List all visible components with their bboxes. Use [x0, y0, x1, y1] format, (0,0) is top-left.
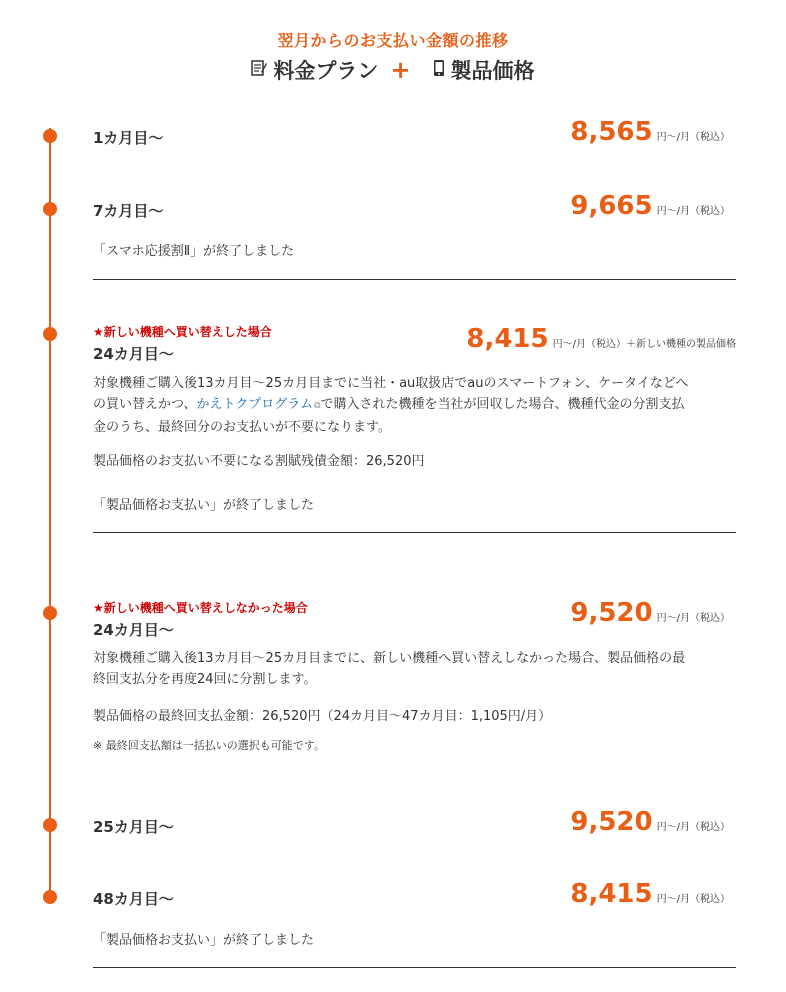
description-line	[93, 394, 688, 417]
row-amount: 製品価格のお支払い不要になる割賦残債金額：26,520円	[93, 454, 425, 469]
description-line: 金のうち、最終回分のお支払いが不要になります。	[93, 420, 391, 435]
kaetoku-program-link[interactable]: かえトクプログラム	[196, 397, 314, 412]
timeline-dot	[43, 890, 57, 904]
scenario-note: ★新しい機種へ買い替えした場合	[93, 325, 272, 339]
plan-label: 料金プラン	[273, 59, 379, 83]
price-unit: 円〜/月（税込）	[656, 132, 730, 143]
row-label: 25カ月目〜	[93, 818, 174, 836]
row-note: 「製品価格お支払い」が終了しました	[93, 498, 315, 513]
row-price	[570, 879, 730, 909]
row-price	[570, 117, 730, 147]
description-line: 終回支払分を再度24回に分割します。	[93, 672, 317, 687]
document-icon	[251, 58, 267, 82]
section-title: 翌月からのお支払い金額の推移	[277, 31, 509, 50]
smartphone-icon	[433, 58, 445, 82]
divider	[93, 532, 736, 533]
row-note: 「製品価格お支払い」が終了しました	[93, 933, 315, 948]
timeline-dot	[43, 818, 57, 832]
price-unit: 円〜/月（税込）＋新しい機種の製品価格	[552, 339, 736, 350]
row-label: 7カ月目〜	[93, 202, 164, 220]
price-unit: 円〜/月（税込）	[656, 894, 730, 905]
row-note: 「スマホ応援割Ⅱ」が終了しました	[93, 244, 295, 259]
plus-sign: +	[390, 56, 411, 84]
price-unit: 円〜/月（税込）	[656, 822, 730, 833]
price-value: 9,520	[570, 807, 653, 837]
description-text: の買い替えかつ、	[93, 397, 197, 412]
price-value: 8,415	[570, 879, 653, 909]
row-small-note: ※ 最終回支払額は一括払いの選択も可能です。	[93, 739, 325, 752]
scenario-note: ★新しい機種へ買い替えしなかった場合	[93, 601, 308, 615]
description-text: で購入された機種を当社が回収した場合、機種代金の分割支払	[320, 397, 685, 412]
row-description	[93, 648, 685, 690]
timeline-dot	[43, 327, 57, 341]
external-link-icon: ⧉	[314, 401, 321, 411]
section-subtitle	[0, 55, 786, 85]
price-value: 8,565	[570, 117, 653, 147]
timeline-dot	[43, 129, 57, 143]
description-line: 対象機種ご購入後13カ月目〜25カ月目までに、新しい機種へ買い替えしなかった場合、製品価格の最	[93, 651, 686, 666]
timeline-dot	[43, 202, 57, 216]
row-price	[466, 324, 736, 354]
description-line: 対象機種ご購入後13カ月目〜25カ月目までに当社・au取扱店でauのスマートフォン、ケータイなどへ	[93, 376, 689, 391]
row-description	[93, 373, 688, 438]
divider	[93, 967, 736, 968]
row-label: 24カ月目〜	[93, 621, 174, 639]
price-value: 8,415	[466, 324, 549, 354]
row-price	[570, 598, 730, 628]
timeline-line	[49, 128, 51, 898]
price-value: 9,520	[570, 598, 653, 628]
price-value: 9,665	[570, 191, 653, 221]
price-unit: 円〜/月（税込）	[656, 613, 730, 624]
row-price	[570, 191, 730, 221]
divider	[93, 279, 736, 280]
timeline-dot	[43, 606, 57, 620]
row-amount: 製品価格の最終回支払金額：26,520円（24カ月目〜47カ月目：1,105円/月）	[93, 709, 552, 724]
price-unit: 円〜/月（税込）	[656, 206, 730, 217]
row-label: 24カ月目〜	[93, 345, 174, 363]
row-label: 1カ月目〜	[93, 129, 164, 147]
device-label: 製品価格	[450, 59, 535, 83]
row-label: 48カ月目〜	[93, 890, 174, 908]
row-price	[570, 807, 730, 837]
